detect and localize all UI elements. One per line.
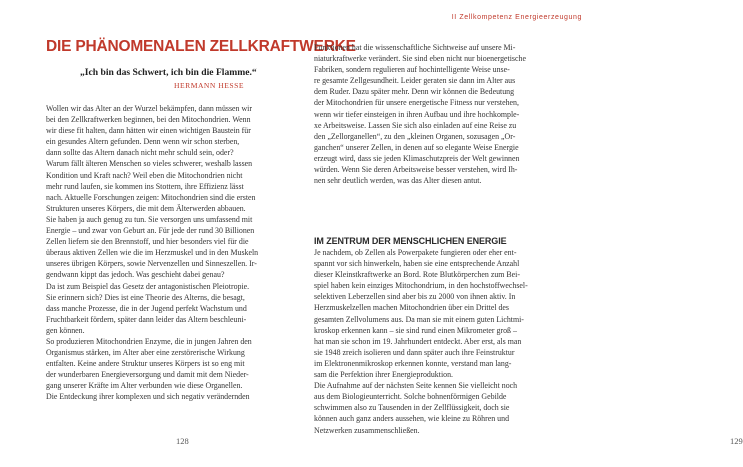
page-number-left: 128: [176, 436, 189, 446]
epigraph-quote: „Ich bin das Schwert, ich bin die Flamme.“: [80, 67, 257, 78]
text-line: ganchen“ unserer Zellen, in denen auf so elegante Weise Energie: [314, 142, 519, 152]
chapter-title: DIE PHÄNOMENALEN ZELLKRAFTWERKE: [46, 38, 356, 55]
text-line: Funktionen hat die wissenschaftliche Sichtweise auf unsere Mi-: [314, 43, 516, 52]
page-number-right: 129: [730, 436, 743, 446]
text-line: Kondition und Kraft nach? Weil eben die Mitochondrien nicht: [46, 170, 243, 180]
text-line: nen sehr deutlich werden, was das Alter diesen antut.: [314, 176, 482, 186]
text-line: bei den Zellkraftwerken beginnen, bei den Mitochondrien. Wenn: [46, 115, 251, 125]
text-line: Warum fällt älteren Menschen so vieles schwerer, weshalb lassen: [46, 159, 253, 169]
text-line: Fabriken, sondern regulieren auf hochintelligente Weise unse-: [314, 65, 510, 75]
text-line: Die Aufnahme auf der nächsten Seite kennen Sie vielleicht noch: [314, 381, 518, 391]
text-line: der Mitochondrien für unsere energetische Fitness nur verstehen,: [314, 98, 519, 108]
text-line: mehr rund laufen, sie kommen ins Stottern, ihre Effizienz lässt: [46, 181, 244, 191]
text-line: Fruchtbarkeit fördern, später dann leider das Altern beschleuni-: [46, 314, 247, 324]
text-line: im Elektronenmikroskop erkennen konnte, verstand man lang-: [314, 358, 512, 368]
text-line: entfalten. Keine andere Struktur unseres Körpers ist so eng mit: [46, 359, 245, 369]
text-line: unseres übrigen Körpers, sowie Nervenzellen und Sinneszellen. Ir-: [46, 259, 257, 269]
text-line: würden. Wenn Sie deren Arbeitsweise besser verstehen, wird Ih-: [314, 165, 518, 175]
text-line: sie 1948 zreich isolieren und dann später auch ihre Feinstruktur: [314, 347, 515, 357]
text-line: Die Entdeckung ihrer komplexen und sich negativ verändernden: [46, 392, 250, 402]
text-line: sam die Perfektion ihrer Energieproduktion.: [314, 370, 453, 380]
text-line: selektiven Leberzellen sind aber bis zu 2000 von ihnen aktiv. In: [314, 292, 516, 302]
text-line: überaus aktiven Zellen wie die im Herzmuskel und in den Muskeln: [46, 248, 259, 258]
epigraph-author: HERMANN HESSE: [174, 81, 244, 90]
right-body-text: [314, 42, 554, 186]
text-line: Sie haben ja auch genug zu tun. Sie versorgen uns umfassend mit: [46, 214, 253, 224]
text-line: Wollen wir das Alter an der Wurzel bekämpfen, dann müssen wir: [46, 104, 252, 113]
text-line: dann sollte das Altern danach nicht mehr schuld sein, oder?: [46, 148, 234, 158]
text-line: erzeugt wird, dass sie jeden Klimaschutzpreis der Welt gewinnen: [314, 153, 520, 163]
text-line: spiel haben kein einziges Mitochondrium, in den hochstoffwechsel-: [314, 281, 528, 291]
text-line: hat man sie schon im 19. Jahrhundert entdeckt. Aber erst, als man: [314, 336, 522, 346]
text-line: dass manche Prozesse, die in der Jugend perfekt Wachstum und: [46, 303, 247, 313]
section-heading: IM ZENTRUM DER MENSCHLICHEN ENERGIE: [314, 236, 507, 246]
text-line: So produzieren Mitochondrien Enzyme, die in jungen Jahren den: [46, 336, 252, 346]
section-body-text: [314, 247, 554, 436]
text-line: nach. Aktuelle Forschungen zeigen: Mitochondrien sind die ersten: [46, 192, 256, 202]
text-line: schwimmen also zu Tausenden in der Zellflüssigkeit, doch sie: [314, 403, 510, 413]
text-line: Netzwerken zusammenschließen.: [314, 425, 420, 435]
text-line: Strukturen unseres Körpers, die mit dem Älterwerden abbauen.: [46, 203, 246, 213]
text-line: gen können.: [46, 325, 85, 335]
text-line: niaturkraftwerke verändert. Sie sind eben nicht nur bioenergetische: [314, 54, 526, 64]
left-body-text: [46, 103, 276, 403]
text-line: aus dem Biologieunterricht. Solche bohnenförmigen Gebilde: [314, 392, 507, 402]
text-line: gang unserer Kräfte im Alter verbunden wie diese Organellen.: [46, 381, 243, 391]
text-line: wenn wir tiefer einsteigen in ihren Aufbau und ihre hochkomple-: [314, 109, 520, 119]
text-line: Herzmuskelzellen machen Mitochondrien über ein Drittel des: [314, 303, 510, 313]
text-line: Da ist zum Beispiel das Gesetz der antagonistischen Pleiotropie.: [46, 281, 250, 291]
text-line: re gesamte Zellgesundheit. Leider geraten sie dann im Alter aus: [314, 76, 516, 86]
text-line: Organismus stärken, im Alter aber eine zerstörerische Wirkung: [46, 348, 245, 358]
text-line: spannt vor sich hinwerkeln, haben sie eine entsprechende Anzahl: [314, 259, 520, 269]
text-line: den „Zellorganellen“, zu den „kleinen Organen, sozusagen „Or-: [314, 131, 516, 141]
text-line: können auch ganz anders aussehen, wie kleine zu Röhren und: [314, 414, 510, 424]
text-line: wir diese fit halten, dann hätten wir einen wichtigen Baustein für: [46, 126, 251, 136]
text-line: Je nachdem, ob Zellen als Powerpakete fungieren oder eher ent-: [314, 248, 517, 257]
text-line: gesamten Zellvolumens aus. Da man sie mit einem guten Lichtmi-: [314, 314, 524, 324]
left-page: [0, 0, 356, 467]
text-line: Sie erinnern sich? Dies ist eine Theorie des Alterns, die besagt,: [46, 292, 245, 302]
text-line: Energie – und zwar von Geburt an. Für jede der rund 30 Billionen: [46, 226, 255, 236]
text-line: gendwann kippt das jedoch. Was geschieht dabei genau?: [46, 270, 225, 280]
text-line: der wunderbaren Energieversorgung und damit mit dem Nieder-: [46, 370, 249, 380]
text-line: Zellen liefern sie den Brennstoff, und hier besonders viel für die: [46, 237, 249, 247]
text-line: xe Arbeitsweise. Lassen Sie sich also einladen auf eine Reise zu: [314, 120, 517, 130]
running-header: II Zellkompetenz Energieerzeugung: [451, 14, 582, 21]
text-line: kroskop erkennen kann – sie sind rund einen Mikrometer groß –: [314, 325, 517, 335]
text-line: ein gesundes Altern gefunden. Denn wenn wir schon sterben,: [46, 137, 240, 147]
text-line: dieser Kleinstkraftwerke an Bord. Rote Blutkörperchen zum Bei-: [314, 270, 520, 280]
text-line: dem Ruder. Dazu später mehr. Denn wir können die Bedeutung: [314, 87, 515, 97]
